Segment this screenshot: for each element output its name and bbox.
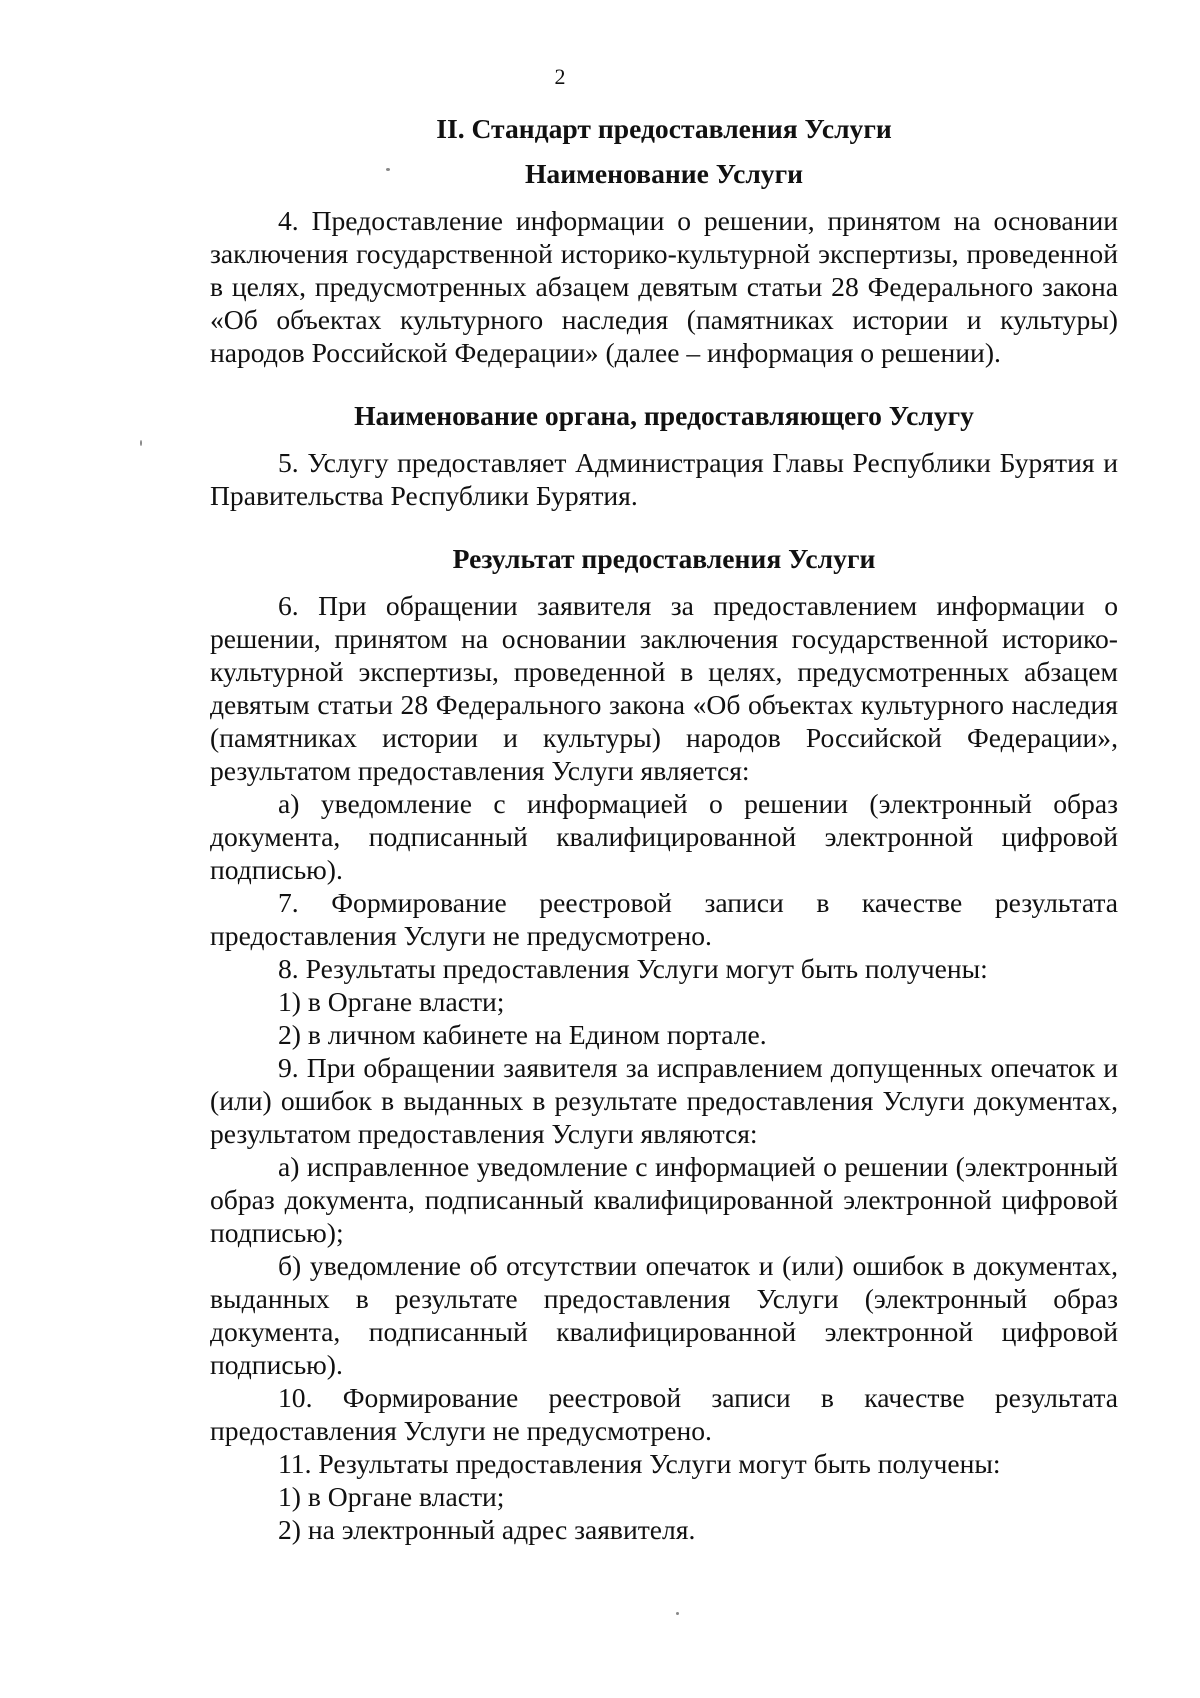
- scan-speck: [386, 168, 390, 171]
- paragraph-8-item-1: 1) в Органе власти;: [278, 986, 505, 1017]
- paragraph-6: 6. При обращении заявителя за предоставлением информации о решении, принятом на основании заключения государственной историко-культурной экспертизы, проведенной в целях, предусмотренных абзацем девятым статьи 28 Федерального закона «Об объектах культурного наследия (памятниках истории и культуры) народов Российской Федерации», результатом предоставления Услуги является:: [210, 590, 1118, 786]
- paragraph-4: 4. Предоставление информации о решении, принятом на основании заключения государственной историко-культурной экспертизы, проведенной в целях, предусмотренных абзацем девятым статьи 28 Федерального закона «Об объектах культурного наследия (памятниках истории и культуры) народов Российской Федерации» (далее – информация о решении).: [210, 205, 1118, 368]
- scan-speck: [676, 1612, 679, 1615]
- page-number: 2: [554, 64, 566, 89]
- paragraph-11-item-2: 2) на электронный адрес заявителя.: [278, 1514, 696, 1545]
- authority-heading: Наименование органа, предоставляющего Услугу: [354, 400, 974, 431]
- section-heading: II. Стандарт предоставления Услуги: [436, 113, 892, 144]
- paragraph-11-item-1: 1) в Органе власти;: [278, 1481, 505, 1512]
- result-heading: Результат предоставления Услуги: [452, 543, 876, 574]
- paragraph-9b: б) уведомление об отсутствии опечаток и (или) ошибок в документах, выданных в результате предоставления Услуги (электронный образ документа, подписанный квалифицированной электронной цифровой подписью).: [210, 1250, 1118, 1380]
- paragraph-7: 7. Формирование реестровой записи в качестве результата предоставления Услуги не предусмотрено.: [210, 887, 1118, 951]
- paragraph-9a: а) исправленное уведомление с информацией о решении (электронный образ документа, подписанный квалифицированной электронной цифровой подписью);: [210, 1151, 1118, 1248]
- scan-speck: [140, 440, 142, 446]
- paragraph-8-item-2: 2) в личном кабинете на Едином портале.: [278, 1019, 767, 1050]
- service-name-heading: Наименование Услуги: [524, 158, 804, 189]
- paragraph-5: 5. Услугу предоставляет Администрация Главы Республики Бурятия и Правительства Республики Бурятия.: [210, 447, 1118, 511]
- paragraph-11: 11. Результаты предоставления Услуги могут быть получены:: [278, 1448, 1001, 1479]
- paragraph-6a: а) уведомление с информацией о решении (электронный образ документа, подписанный квалифицированной электронной цифровой подписью).: [210, 788, 1118, 885]
- paragraph-9: 9. При обращении заявителя за исправлением допущенных опечаток и (или) ошибок в выданных в результате предоставления Услуги документах, результатом предоставления Услуги являются:: [210, 1052, 1118, 1149]
- paragraph-8: 8. Результаты предоставления Услуги могут быть получены:: [278, 953, 988, 984]
- paragraph-10: 10. Формирование реестровой записи в качестве результата предоставления Услуги не предусмотрено.: [210, 1382, 1118, 1446]
- document-body: [210, 112, 1118, 1546]
